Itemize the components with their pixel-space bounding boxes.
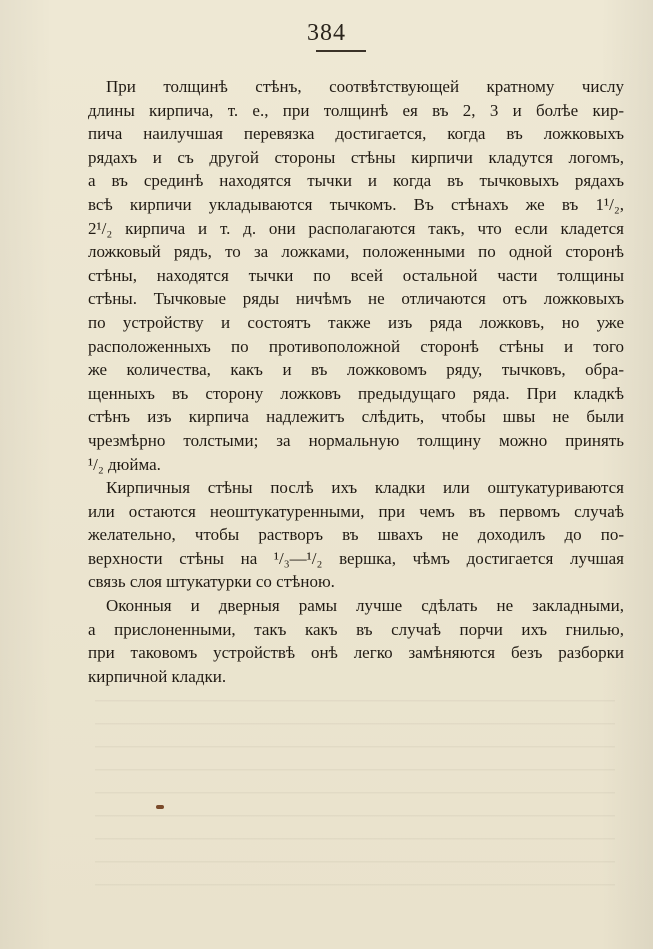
- text-line: или остаются неоштукатуренными, при чемъ въ первомъ случаѣ: [88, 501, 624, 521]
- text-line: Кирпичныя стѣны послѣ ихъ кладки или оштукатуриваются: [106, 478, 624, 498]
- text-line: при таковомъ устройствѣ онѣ легко замѣняются безъ разборки: [88, 643, 624, 663]
- text-line: пича наилучшая перевязка достигается, когда въ ложковыхъ: [88, 124, 624, 144]
- page-number: 384: [307, 20, 346, 46]
- text-line: ложковый рядъ, то за ложками, положенными по одной сторонѣ: [88, 242, 624, 262]
- paragraph-plastering: [88, 476, 624, 594]
- text-line: а въ срединѣ находятся тычки и когда въ тычковыхъ рядахъ: [88, 171, 624, 191]
- show-through-text: [95, 700, 615, 900]
- paragraph-bonding: [88, 75, 624, 476]
- text-line: кирпичной кладки.: [88, 666, 227, 686]
- paper-speck: [156, 805, 164, 809]
- text-line: стѣны. Тычковые ряды ничѣмъ не отличаются отъ ложковыхъ: [88, 289, 624, 309]
- text-line: верхности стѣны на ¹/₃—¹/₂ вершка, чѣмъ достигается лучшая: [88, 548, 624, 568]
- text-line: всѣ кирпичи укладываются тычкомъ. Въ стѣнахъ же въ 1¹/₂,: [88, 194, 624, 214]
- text-line: Оконныя и дверныя рамы лучше сдѣлать не закладными,: [106, 596, 624, 616]
- text-line: длины кирпича, т. е., при толщинѣ ея въ 2, 3 и болѣе кир-: [88, 100, 624, 120]
- text-line: рядахъ и съ другой стороны стѣны кирпичи кладутся логомъ,: [88, 147, 624, 167]
- text-line: же количества, какъ и въ ложковомъ ряду, тычковъ, обра-: [88, 360, 624, 380]
- page-number-underline: [316, 50, 366, 52]
- text-line: стѣны, находятся тычки по всей остальной части толщины: [88, 265, 624, 285]
- text-line: щенныхъ въ сторону ложковъ предыдущаго ряда. При кладкѣ: [88, 383, 624, 403]
- text-line: стѣнъ изъ кирпича надлежитъ слѣдить, чтобы швы не были: [88, 407, 624, 427]
- text-line: а прислоненными, такъ какъ въ случаѣ порчи ихъ гнилью,: [88, 619, 624, 639]
- text-line: ¹/₂ дюйма.: [88, 454, 161, 474]
- text-line: расположенныхъ по противоположной сторонѣ стѣны и того: [88, 336, 624, 356]
- body-text: [88, 75, 624, 688]
- text-line: 2¹/₂ кирпича и т. д. они располагаются такъ, что если кладется: [88, 218, 624, 238]
- text-line: чрезмѣрно толстыми; за нормальную толщину можно принять: [88, 430, 624, 450]
- text-line: по устройству и состоятъ также изъ ряда ложковъ, но уже: [88, 312, 624, 332]
- text-line: При толщинѣ стѣнъ, соотвѣтствующей кратному числу: [106, 77, 624, 96]
- text-line: желательно, чтобы растворъ въ швахъ не доходилъ до по-: [88, 525, 624, 545]
- text-line: связь слоя штукатурки со стѣною.: [88, 572, 335, 592]
- paragraph-frames: [88, 594, 624, 688]
